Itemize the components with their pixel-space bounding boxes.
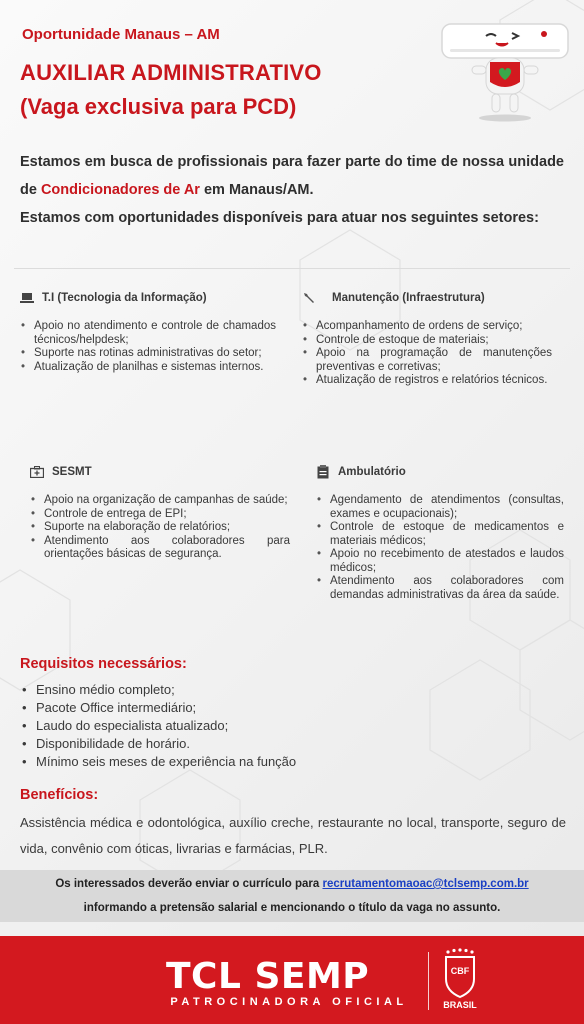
list-item: • Disponibilidade de horário. (20, 735, 296, 753)
area-list (316, 494, 564, 602)
list-item: • Apoio no recebimento de atestados e laudos médicos; (316, 548, 564, 575)
area-sesmt (30, 464, 290, 562)
area-title: Manutenção (Infraestrutura) (332, 292, 485, 304)
contact-box (0, 870, 584, 922)
footer-banner (0, 936, 584, 1024)
benefits-title: Benefícios: (20, 787, 99, 803)
laptop-icon (20, 291, 34, 305)
list-item: • Acompanhamento de ordens de serviço; (302, 320, 552, 334)
list-item: • Apoio na programação de manutenções preventivas e corretivas; (302, 347, 552, 374)
contact-line-1 (0, 878, 584, 890)
svg-text:CBF: CBF (450, 966, 470, 976)
air-conditioner-mascot (436, 18, 574, 122)
intro-text-part: em Manaus/AM. (199, 182, 314, 198)
list-item: • Mínimo seis meses de experiência na função (20, 753, 296, 771)
email-link[interactable]: recrutamentomaoac@tclsemp.com.br (322, 878, 529, 890)
contact-line-2: informando a pretensão salarial e mencionando o título da vaga no assunto. (83, 902, 501, 914)
job-location: Oportunidade Manaus – AM (22, 26, 220, 43)
list-item: • Suporte nas rotinas administrativas do setor; (20, 347, 276, 361)
list-item: • Apoio na organização de campanhas de saúde; (30, 494, 290, 508)
brand-logo: TCL SEMP (166, 956, 370, 997)
wrench-icon (302, 291, 316, 305)
intro-highlight: Condicionadores de Ar (40, 182, 200, 198)
area-ambulatory (316, 464, 564, 602)
divider (14, 268, 570, 269)
list-item: • Controle de estoque de medicamentos e materiais médicos; (316, 521, 564, 548)
area-ti (20, 290, 276, 374)
list-item: • Laudo do especialista atualizado; (20, 717, 296, 735)
list-item: • Atualização de planilhas e sistemas internos. (20, 361, 276, 375)
cbf-crest-icon (440, 948, 480, 1000)
list-item: • Controle de entrega de EPI; (30, 508, 290, 522)
first-aid-kit-icon (30, 465, 44, 479)
list-item: • Pacote Office intermediário; (20, 699, 296, 717)
area-title: Ambulatório (338, 466, 406, 478)
list-item: • Atendimento aos colaboradores com demandas administrativas da área da saúde. (316, 575, 564, 602)
intro-sectors-text: Estamos com oportunidades disponíveis para atuar nos seguintes setores: (20, 210, 539, 226)
list-item: • Atendimento aos colaboradores para orientações básicas de segurança. (30, 535, 290, 562)
intro-text-part: Estamos em busca de profissionais para fazer parte do time de nossa unidade de (20, 154, 564, 198)
list-item: • Agendamento de atendimentos (consultas, exames e ocupacionais); (316, 494, 564, 521)
benefits-text: Assistência médica e odontológica, auxílio creche, restaurante no local, transporte, seguro de vida, convênio com óticas, livrarias e farmácias, PLR. (20, 815, 566, 856)
list-item: • Suporte na elaboração de relatórios; (30, 521, 290, 535)
list-item: • Apoio no atendimento e controle de chamados técnicos/helpdesk; (20, 320, 276, 347)
area-title: T.I (Tecnologia da Informação) (42, 292, 207, 304)
clipboard-icon (316, 465, 330, 479)
footer-divider (428, 952, 429, 1010)
area-header (302, 290, 552, 306)
area-header (316, 464, 564, 480)
area-header (30, 464, 290, 480)
requirements-title: Requisitos necessários: (20, 656, 187, 672)
job-subtitle: (Vaga exclusiva para PCD) (20, 94, 297, 119)
crest-label: BRASIL (443, 1000, 477, 1010)
area-maintenance (302, 290, 552, 388)
area-header (20, 290, 276, 306)
contact-text: Os interessados deverão enviar o currículo para (55, 878, 323, 890)
job-title: AUXILIAR ADMINISTRATIVO (20, 60, 322, 85)
list-item: • Atualização de registros e relatórios técnicos. (302, 374, 552, 388)
area-list (20, 320, 276, 374)
area-list (30, 494, 290, 562)
intro-text (20, 148, 564, 232)
area-list (302, 320, 552, 388)
requirements-list (20, 681, 296, 771)
area-title: SESMT (52, 466, 92, 478)
list-item: • Controle de estoque de materiais; (302, 334, 552, 348)
list-item: • Ensino médio completo; (20, 681, 296, 699)
brand-tagline: PATROCINADORA OFICIAL (170, 996, 408, 1008)
